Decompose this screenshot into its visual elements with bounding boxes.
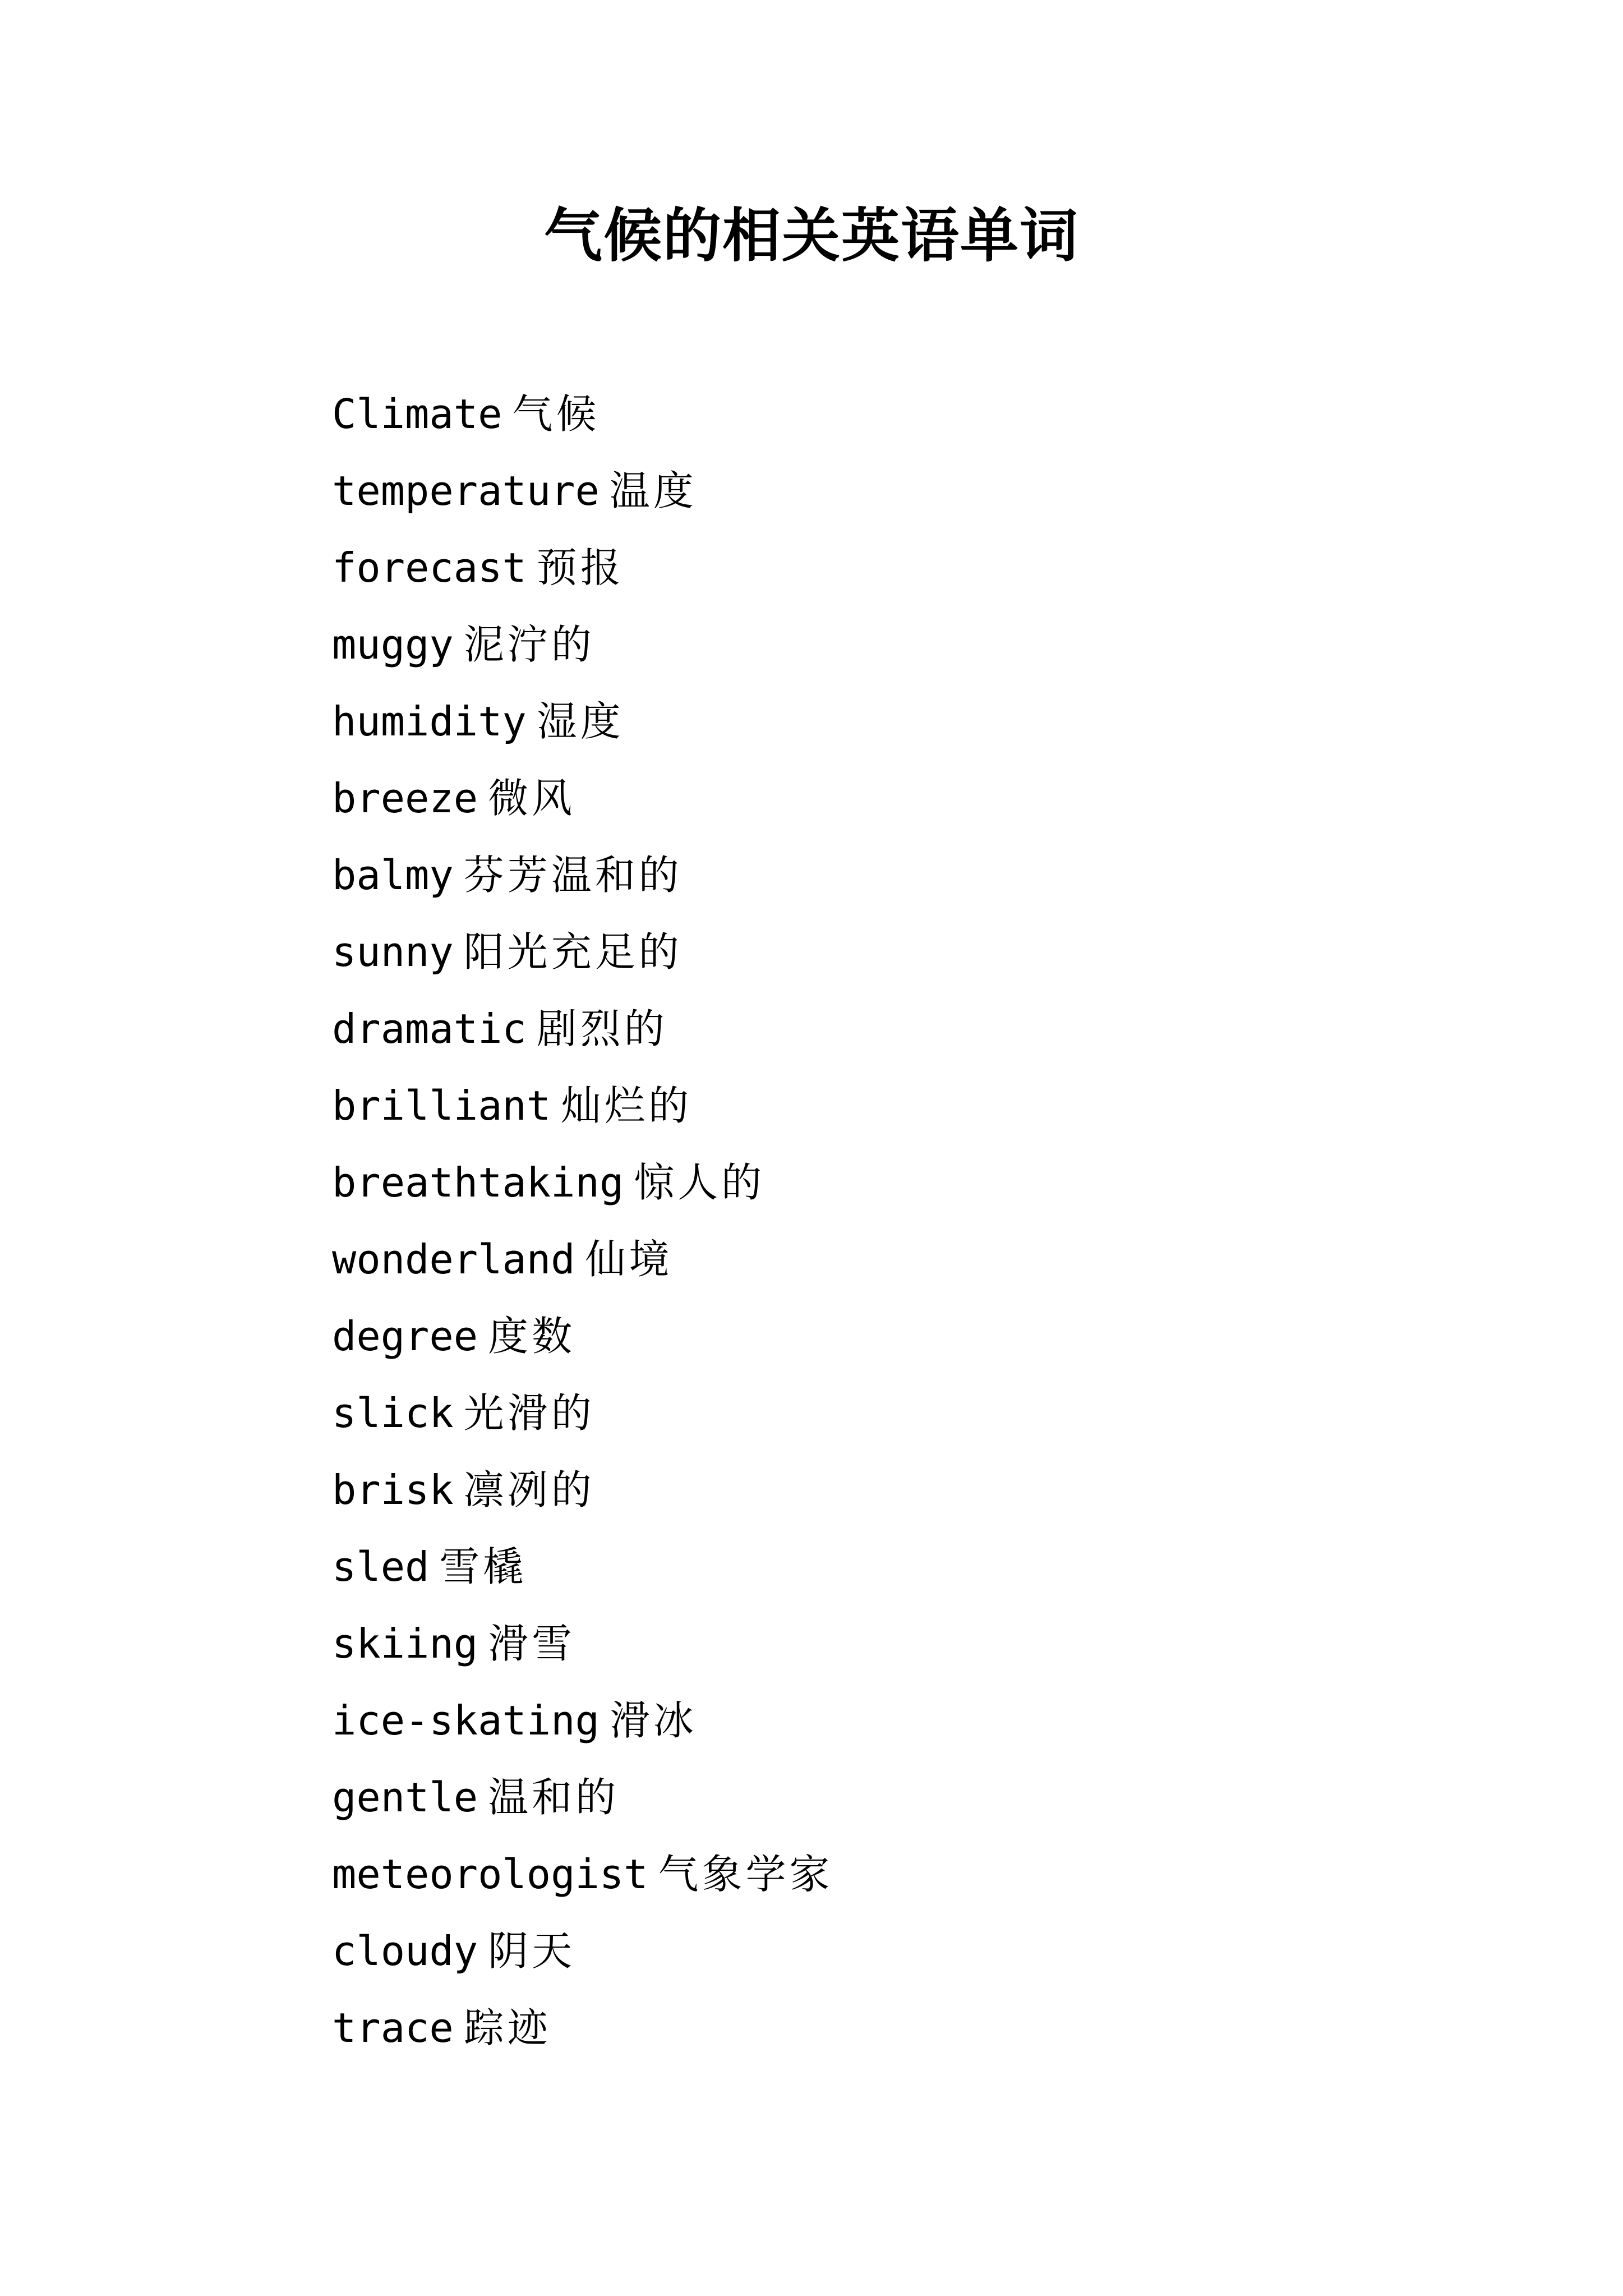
english-word: temperature <box>332 467 600 514</box>
chinese-meaning: 湿度 <box>536 698 624 745</box>
english-word: trace <box>332 2004 454 2051</box>
list-item <box>332 1682 833 1759</box>
list-item <box>332 914 833 991</box>
document-title: 气候的相关英语单词 <box>543 201 1079 270</box>
chinese-meaning: 剧烈的 <box>536 1005 668 1052</box>
english-word: breeze <box>332 775 478 822</box>
chinese-meaning: 仙境 <box>585 1236 673 1283</box>
list-item <box>332 991 833 1068</box>
list-item <box>332 1836 833 1913</box>
list-item <box>332 1375 833 1452</box>
vocabulary-list <box>332 376 833 2067</box>
chinese-meaning: 泥泞的 <box>463 621 595 668</box>
list-item <box>332 1452 833 1529</box>
chinese-meaning: 雪橇 <box>439 1543 527 1590</box>
chinese-meaning: 气象学家 <box>658 1851 833 1898</box>
list-item <box>332 606 833 683</box>
english-word: skiing <box>332 1620 478 1667</box>
chinese-meaning: 芬芳温和的 <box>463 852 683 899</box>
chinese-meaning: 度数 <box>488 1313 576 1360</box>
chinese-meaning: 凛冽的 <box>463 1466 595 1513</box>
chinese-meaning: 预报 <box>536 544 624 591</box>
english-word: gentle <box>332 1774 478 1821</box>
list-item <box>332 760 833 837</box>
list-item <box>332 837 833 914</box>
english-word: cloudy <box>332 1927 478 1975</box>
english-word: balmy <box>332 852 454 899</box>
list-item <box>332 530 833 606</box>
chinese-meaning: 微风 <box>488 775 576 822</box>
list-item <box>332 1068 833 1144</box>
list-item <box>332 1529 833 1605</box>
english-word: wonderland <box>332 1236 575 1283</box>
english-word: meteorologist <box>332 1851 648 1898</box>
chinese-meaning: 滑雪 <box>488 1620 576 1667</box>
chinese-meaning: 惊人的 <box>634 1159 766 1206</box>
english-word: brisk <box>332 1466 454 1513</box>
english-word: Climate <box>332 390 502 438</box>
chinese-meaning: 气候 <box>512 390 600 438</box>
chinese-meaning: 阴天 <box>488 1927 576 1975</box>
chinese-meaning: 灿烂的 <box>561 1082 693 1129</box>
english-word: muggy <box>332 621 454 668</box>
chinese-meaning: 阳光充足的 <box>463 928 683 976</box>
list-item <box>332 1221 833 1298</box>
english-word: breathtaking <box>332 1159 624 1206</box>
chinese-meaning: 滑冰 <box>609 1697 697 1744</box>
english-word: humidity <box>332 698 527 745</box>
chinese-meaning: 温和的 <box>488 1774 620 1821</box>
english-word: slick <box>332 1389 454 1437</box>
list-item <box>332 453 833 530</box>
list-item <box>332 1144 833 1221</box>
chinese-meaning: 光滑的 <box>463 1389 595 1437</box>
list-item <box>332 1298 833 1375</box>
english-word: degree <box>332 1313 478 1360</box>
english-word: sunny <box>332 928 454 976</box>
english-word: sled <box>332 1543 430 1590</box>
list-item <box>332 683 833 760</box>
english-word: dramatic <box>332 1005 527 1052</box>
list-item <box>332 1759 833 1836</box>
list-item <box>332 1990 833 2067</box>
list-item <box>332 1605 833 1682</box>
list-item <box>332 1913 833 1990</box>
list-item <box>332 376 833 453</box>
chinese-meaning: 温度 <box>609 467 697 514</box>
english-word: brilliant <box>332 1082 551 1129</box>
english-word: ice-skating <box>332 1697 600 1744</box>
chinese-meaning: 踪迹 <box>463 2004 551 2051</box>
english-word: forecast <box>332 544 527 591</box>
